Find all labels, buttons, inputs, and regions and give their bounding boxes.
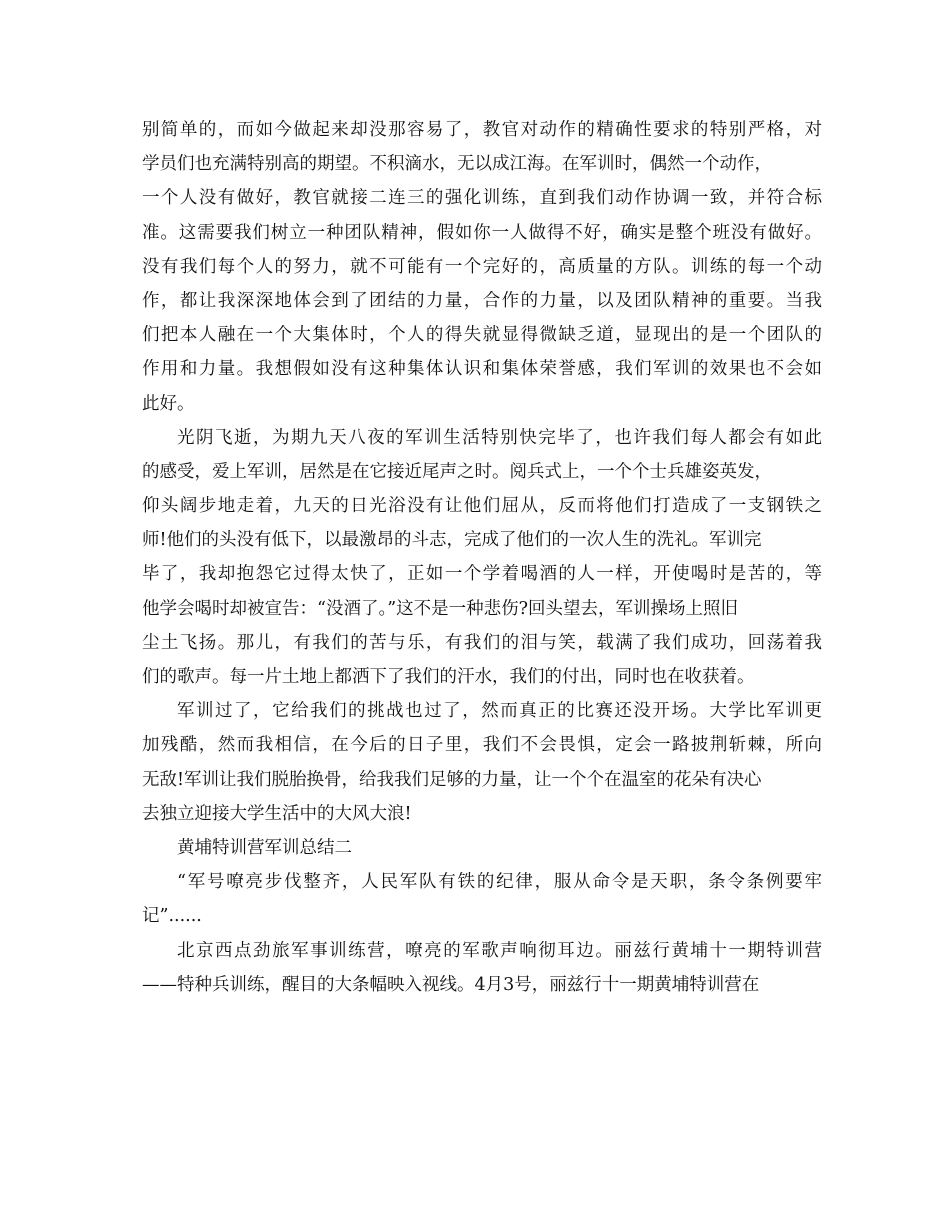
text-line: 作用和力量。我想假如没有这种集体认识和集体荣誉感，我们军训的效果也不会如 — [142, 359, 822, 380]
text-line: 准。这需要我们树立一种团队精神，假如你一人做得不好，确实是整个班没有做好。 — [142, 222, 822, 243]
body-text — [142, 113, 822, 1002]
text-line: ——特种兵训练，醒目的大条幅映入视线。4月3号，丽兹行十一期黄埔特训营在 — [142, 974, 760, 995]
text-line: “军号嘹亮步伐整齐，人民军队有铁的纪律，服从命令是天职，条令条例要牢 — [177, 872, 822, 893]
text-line: 无敌!军训让我们脱胎换骨，给我我们足够的力量，让一个个在温室的花朵有决心 — [142, 769, 762, 790]
text-line: 的感受，爱上军训，居然是在它接近尾声之时。阅兵式上，一个个士兵雄姿英发， — [142, 461, 772, 482]
text-line: 作，都让我深深地体会到了团结的力量，合作的力量，以及团队精神的重要。当我 — [142, 290, 822, 311]
text-line: 黄埔特训营军训总结二 — [177, 837, 352, 858]
text-line: 毕了，我却抱怨它过得太快了，正如一个学着喝酒的人一样，开使喝时是苦的，等 — [142, 564, 822, 585]
text-line: 军训过了，它给我们的挑战也过了，然而真正的比赛还没开场。大学比军训更 — [177, 701, 822, 722]
text-line: 北京西点劲旅军事训练营，嘹亮的军歌声响彻耳边。丽兹行黄埔十一期特训营 — [177, 940, 822, 961]
text-line: 此好。 — [142, 393, 195, 414]
text-line: 一个人没有做好，教官就接二连三的强化训练，直到我们动作协调一致，并符合标 — [142, 188, 822, 209]
text-line: 加残酷，然而我相信，在今后的日子里，我们不会畏惧，定会一路披荆斩棘，所向 — [142, 735, 822, 756]
text-line: 们把本人融在一个大集体时，个人的得失就显得微缺乏道，显现出的是一个团队的 — [142, 325, 822, 346]
text-line: 学员们也充满特别高的期望。不积滴水，无以成江海。在军训时，偶然一个动作， — [142, 154, 772, 175]
text-line: 他学会喝时却被宣告：“没酒了。”这不是一种悲伤?回头望去，军训操场上照旧 — [142, 598, 739, 619]
text-line: 师!他们的头没有低下，以最激昂的斗志，完成了他们的一次人生的洗礼。军训完 — [142, 530, 762, 551]
text-line: 尘土飞扬。那儿，有我们的苦与乐，有我们的泪与笑，载满了我们成功，回荡着我 — [142, 632, 822, 653]
text-line: 去独立迎接大学生活中的大风大浪! — [142, 803, 412, 824]
text-line: 记”...... — [142, 906, 202, 927]
text-line: 仰头阔步地走着，九天的日光浴没有让他们屈从，反而将他们打造成了一支钢铁之 — [142, 496, 822, 517]
text-line: 们的歌声。每一片土地上都洒下了我们的汗水，我们的付出，同时也在收获着。 — [142, 667, 755, 687]
text-line: 没有我们每个人的努力，就不可能有一个完好的，高质量的方队。训练的每一个动 — [142, 256, 822, 277]
text-line: 别简单的，而如今做起来却没那容易了，教官对动作的精确性要求的特别严格，对 — [142, 120, 822, 140]
text-line: 光阴飞逝，为期九天八夜的军训生活特别快完毕了，也许我们每人都会有如此 — [177, 427, 822, 448]
